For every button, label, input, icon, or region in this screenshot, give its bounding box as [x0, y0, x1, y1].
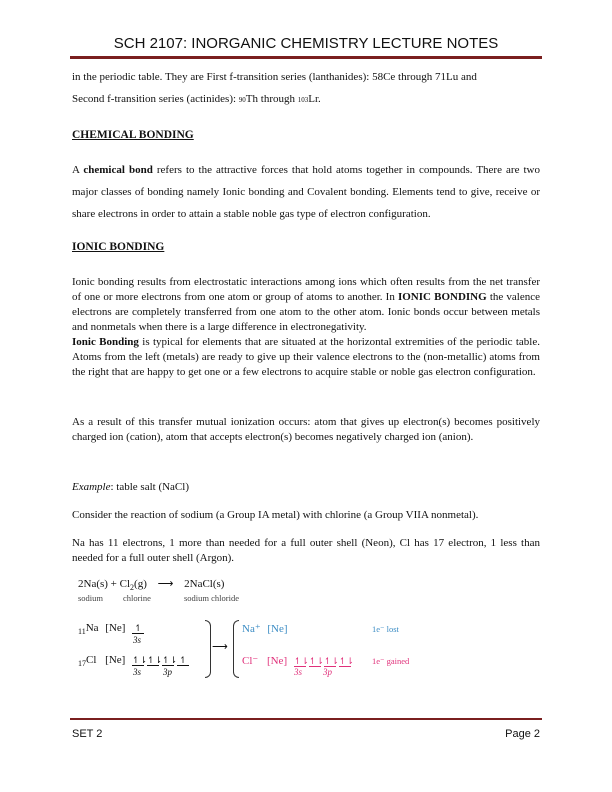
- text: Ionic bonding results from electrostatic interactions among ions which often results from the net transfer of one or more electrons from one atom or group of atoms to another. In: [72, 276, 540, 303]
- electron-lost-label: 1e⁻ lost: [372, 624, 399, 634]
- atomic-number: 17: [78, 659, 86, 669]
- atomic-number: 103: [297, 96, 309, 104]
- electron-gained-label: 1e⁻ gained: [372, 656, 410, 666]
- atomic-number: 90: [238, 96, 246, 104]
- orbital-label: 3p: [323, 667, 332, 677]
- right-brace: [233, 620, 239, 678]
- orbital-label: 3s: [294, 667, 303, 677]
- bold-term: Ionic Bonding: [72, 336, 139, 348]
- example-line: [72, 480, 540, 495]
- subscript: 2: [130, 583, 135, 593]
- text: 2NaCl(s): [184, 578, 225, 590]
- core: [Ne]: [105, 654, 126, 666]
- text: A: [72, 164, 84, 176]
- orbital-3p: ↿⇂: [147, 655, 163, 665]
- text: 2Na(s) + Cl: [78, 578, 131, 590]
- cl-ion-configuration: [242, 654, 354, 667]
- footer-page-number: Page 2: [505, 728, 540, 740]
- core: [Ne]: [267, 623, 288, 635]
- reaction-equation: [78, 577, 224, 592]
- text: is typical for elements that are situated at the horizontal extremities of the periodic table. Atoms from the left (metals) are ready to give up their valence electrons to the (non-metallic) atoms from the right that are happy to get one or a few electrons to acquire stable or noble gas electron configuration.: [72, 336, 540, 378]
- orbital-label: 3s: [133, 667, 142, 677]
- bold-term: chemical bond: [83, 164, 153, 176]
- heading-chemical-bonding: CHEMICAL BONDING: [72, 129, 194, 141]
- intro-paragraph: [72, 66, 540, 111]
- ionic-paragraph-4: Consider the reaction of sodium (a Group IA metal) with chlorine (a Group VIIA nonmetal).: [72, 509, 479, 521]
- orbital-3p: ↿⇂: [162, 655, 178, 665]
- intro-text: Th through: [245, 93, 298, 105]
- orbital-3s: ↿: [132, 623, 144, 634]
- orbital-label: 3p: [163, 667, 172, 677]
- intro-text: Second f-transition series (actinides):: [72, 93, 239, 105]
- left-brace: [205, 620, 211, 678]
- orbital-3s: ↿⇂: [132, 655, 148, 665]
- core: [Ne]: [266, 655, 288, 667]
- symbol: Na: [85, 622, 99, 634]
- label-chlorine: chlorine: [123, 593, 151, 603]
- label-sodium-chloride: sodium chloride: [184, 593, 240, 603]
- orbital-3p: ↿⇂: [323, 656, 339, 666]
- text: the valence electrons are completely transferred from one atom to the other atom. Ionic bonds occur between metals and nonmetals when there is a large difference in electronegativity.: [72, 291, 540, 333]
- ionic-paragraph-1: [72, 275, 540, 380]
- example-label: Example: [72, 481, 111, 493]
- orbital-3p: ↿: [177, 655, 189, 666]
- text: : table salt (NaCl): [110, 481, 189, 493]
- ionic-paragraph-3: As a result of this transfer mutual ionization occurs: atom that gives up electron(s) becomes positively charged ion (cation), atom that accepts electron(s) becomes negatively charged ion (anion).: [72, 416, 540, 443]
- label-sodium: sodium: [78, 593, 104, 603]
- cation-symbol: Na⁺: [242, 623, 261, 635]
- reaction-arrow: ⟶: [157, 578, 174, 590]
- footer-divider: [70, 718, 542, 720]
- na-ion-configuration: [242, 622, 288, 635]
- orbital-3p: ↿⇂: [338, 656, 354, 666]
- footer-set: SET 2: [72, 728, 103, 740]
- intro-line: in the periodic table. They are First f-transition series (lanthanides): 58Ce through 71Lu and: [72, 71, 477, 83]
- heading-ionic-bonding: IONIC BONDING: [72, 241, 165, 253]
- orbital-3s: ↿⇂: [293, 656, 309, 666]
- header-divider: [70, 56, 542, 59]
- text: (g): [134, 578, 147, 590]
- core: [Ne]: [105, 622, 126, 634]
- orbital-3p: ↿⇂: [308, 656, 324, 666]
- orbital-label: 3s: [133, 635, 142, 645]
- atomic-number: 11: [78, 627, 86, 637]
- anion-symbol: Cl⁻: [242, 655, 259, 667]
- chemical-bond-paragraph: [72, 159, 540, 225]
- intro-text: Lr.: [308, 93, 321, 105]
- symbol: Cl: [86, 654, 97, 666]
- page-header-title: SCH 2107: INORGANIC CHEMISTRY LECTURE NOTES: [113, 35, 499, 52]
- ionic-paragraph-5: Na has 11 electrons, 1 more than needed for a full outer shell (Neon), Cl has 17 electron, 1 less than needed for a full outer shell (Argon).: [72, 537, 540, 564]
- transfer-arrow: ⟶: [212, 641, 228, 653]
- text: refers to the attractive forces that hold atoms together in compounds. There are two major classes of bonding namely Ionic bonding and Covalent bonding. Elements tend to give, receive or share electrons in order to attain a stable noble gas type of electron configuration.: [72, 164, 540, 220]
- bold-term: IONIC BONDING: [397, 291, 487, 303]
